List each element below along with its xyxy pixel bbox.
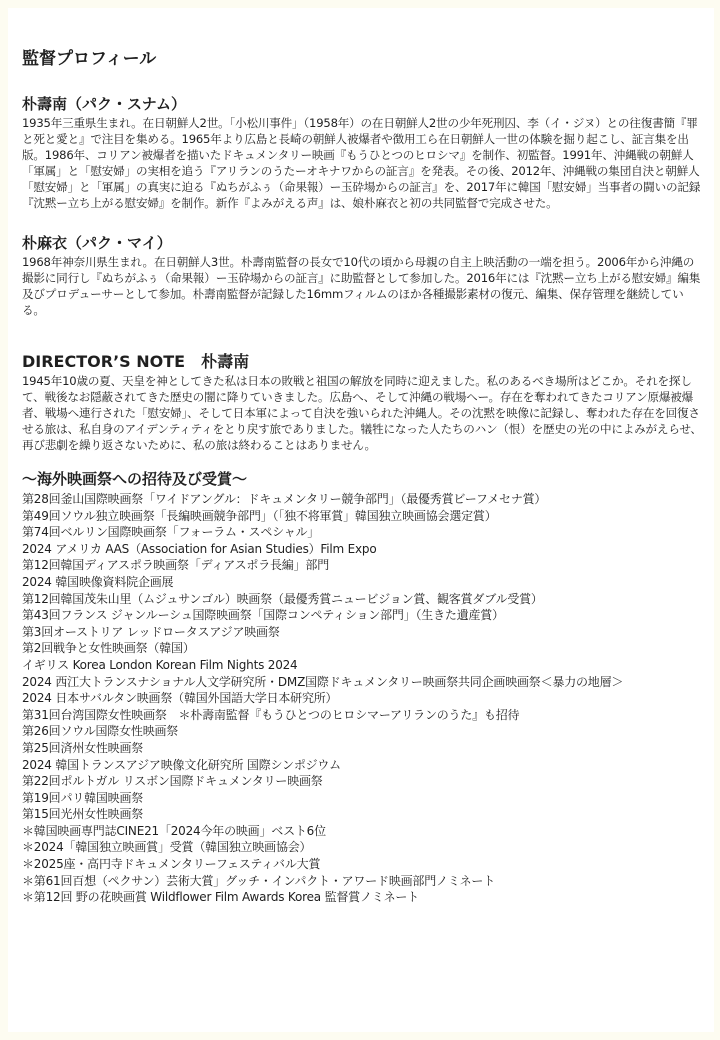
document-content <box>22 48 702 928</box>
festival-item: 2024 日本サバルタン映画祭（韓国外国語大学日本研究所） <box>22 691 338 706</box>
festival-item: ＊第61回百想（ペクサン）芸術大賞」グッチ・インパクト・アワード映画部門ノミネート <box>22 873 496 888</box>
festival-item: 第26回ソウル国際女性映画祭 <box>22 724 179 739</box>
directors-note <box>22 352 702 453</box>
festival-item: イギリス Korea London Korean Film Nights 2024 <box>22 657 298 672</box>
festival-item: 第19回パリ韓国映画祭 <box>22 790 144 805</box>
festival-item: 2024 韓国映像資料院企画展 <box>22 574 174 589</box>
bio-text: 1935年三重県生まれ。在日朝鮮人2世。「小松川事件」（1958年）の在日朝鮮人2世の少年死刑囚、李（イ・ジヌ）との往復書簡『罪と死と愛と』で注目を集める。1965年より広島と長崎の朝鮮人被爆者や徴用工ら在日朝鮮人一世の体験を掘り起こし、証言集を出版。1986年、コリアン被爆者を描いたドキュメンタリー映画『もうひとつのヒロシマ』を制作、初監督。1991年、沖縄戦の朝鮮人「軍属」と「慰安婦」の実相を追う『アリランのうたーオキナワからの証言』を発表。その後、2012年、沖縄戦の集団自決と朝鮮人「慰安婦」と「軍属」の真実に迫る『ぬちがふぅ（命果報）ー玉砕場からの証言』を、2017年に韓国「慰安婦」当事者の闘いの記録『沈黙ー立ち上がる慰安婦』を制作。新作『よみがえる声』は、娘朴麻衣と初の共同監督で完成させた。 <box>22 116 701 210</box>
festival-item: 第28回釜山国際映画祭「ワイドアングル：ドキュメンタリー競争部門」（最優秀賞ビーフメセナ賞） <box>22 492 547 506</box>
festival-list <box>22 491 702 906</box>
festival-item: ＊第12回 野の花映画賞 Wildflower Film Awards Korea 監督賞ノミネート <box>22 890 419 905</box>
festival-item: 第12回韓国茂朱山里（ムジュサンゴル）映画祭（最優秀賞ニュービジョン賞、観客賞ダブル受賞） <box>22 591 543 606</box>
festival-item: ＊2025座・高円寺ドキュメンタリーフェスティバル大賞 <box>22 857 321 872</box>
document-page <box>8 8 714 1032</box>
page-title: 監督プロフィール <box>22 49 157 69</box>
festival-item: 第43回フランス ジャンルーシュ国際映画祭「国際コンペティション部門」（生きた遺産賞） <box>22 608 504 623</box>
festival-item: 2024 アメリカ AAS（Association for Asian Studies）Film Expo <box>22 541 377 556</box>
festival-item: 第31回台湾国際女性映画祭 ＊朴壽南監督『もうひとつのヒロシマーアリランのうた』も招待 <box>22 707 520 722</box>
director-bio-park-sunam <box>22 94 702 211</box>
festival-item: 2024 西江大トランスナショナル人文学研究所・DMZ国際ドキュメンタリー映画祭共同企画映画祭＜暴力の地層＞ <box>22 674 624 689</box>
festival-item: 第22回ポルトガル リスボン国際ドキュメンタリー映画祭 <box>22 774 323 789</box>
festival-item: 第2回戦争と女性映画祭（韓国） <box>22 641 195 656</box>
bio-heading: 朴壽南（パク・スナム） <box>22 95 186 113</box>
bio-text: 1968年神奈川県生まれ。在日朝鮮人3世。朴壽南監督の長女で10代の頃から母親の自主上映活動の一端を担う。2006年から沖縄の撮影に同行し『ぬちがふぅ（命果報）ー玉砕場からの証言』に助監督として参加した。2016年には『沈黙ー立ち上がる慰安婦』編集及びプロデューサーとして参加。朴壽南監督が記録した16mmフィルムのほか各種撮影素材の復元、編集、保存管理を継続している。 <box>22 255 701 317</box>
directors-note-text: 1945年10歳の夏、天皇を神としてきた私は日本の敗戦と祖国の解放を同時に迎えました。私のあるべき場所はどこか。それを探して、戦後なお隠蔽されてきた歴史の闇に降りていきました。広島へ、そして沖縄の戦場へー。存在を奪われてきたコリアン原爆被爆者、戦場へ連行された「慰安婦」、そして日本軍によって自決を強いられた沖縄人。その沈黙を映像に記録し、奪われた存在を回復させる旅は、私自身のアイデンティティをとり戻す旅でありました。犠牲になった人たちのハン（恨）を歴史の光の中によみがえらせ、再び悲劇を繰り返さないために、私の旅は終わることはありません。 <box>22 374 702 452</box>
festival-item: 第74回ベルリン国際映画祭「フォーラム・スペシャル」 <box>22 525 320 540</box>
festival-item: ＊2024「韓国独立映画賞」受賞（韓国独立映画協会） <box>22 840 312 855</box>
festival-item: 第25回済州女性映画祭 <box>22 740 144 755</box>
festival-section <box>22 469 702 906</box>
festival-item: 第12回韓国ディアスポラ映画祭「ディアスポラ長編」部門 <box>22 558 329 573</box>
bio-heading: 朴麻衣（パク・マイ） <box>22 234 172 252</box>
director-bio-park-mai <box>22 233 702 318</box>
festival-item: ＊韓国映画専門誌CINE21「2024今年の映画」ベスト6位 <box>22 823 326 838</box>
festival-item: 2024 韓国トランスアジア映像文化研究所 国際シンポジウム <box>22 757 341 772</box>
festival-heading: 〜海外映画祭への招待及び受賞〜 <box>22 470 248 488</box>
festival-item: 第3回オーストリア レッドロータスアジア映画祭 <box>22 624 280 639</box>
festival-item: 第15回光州女性映画祭 <box>22 807 144 822</box>
directors-note-heading: DIRECTOR’S NOTE 朴壽南 <box>22 352 250 371</box>
festival-item: 第49回ソウル独立映画祭「長編映画競争部門」（「独不将軍賞」韓国独立映画協会選定賞） <box>22 508 497 523</box>
